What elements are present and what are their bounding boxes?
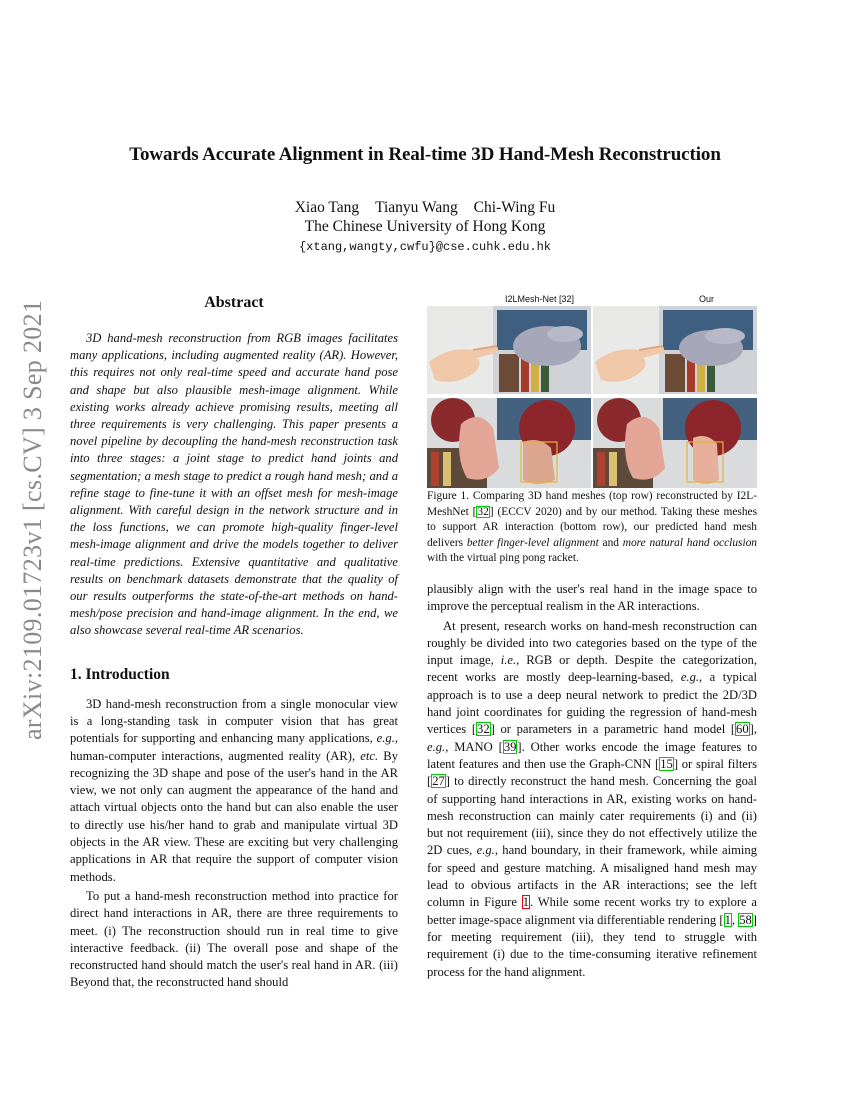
author-name: Tianyu Wang <box>375 199 458 216</box>
intro-paragraph-4: At present, research works on hand-mesh reconstruction can roughly be divided into two categories based on the type of the input image, i.e., RGB or depth. Despite the categorization, recent works are mostly deep-learning-based, e.g., a typical approach is to use a deep neural network to predict the 2D/3D hand joint coordinates for guiding the regression of hand-mesh vertices [32] or parameters in a parametric hand model [60], e.g., MANO [39]. Other works encode the image features to latent features and then use the Graph-CNN [15] or spiral filters [27] to directly reconstruct the hand mesh. Concerning the goal of supporting hand interactions in AR, existing works on hand-mesh reconstruction can mainly cater requirements (i) and (ii) but not requirement (iii), since they do not effectively utilize the 2D cues, e.g., hand boundary, in their framework, while aiming for speed and gesture matching. A misaligned hand mesh may lead to obvious artifacts in the AR interactions; see the left column in Figure 1. While some recent works try to explore a better image-space alignment via differentiable rendering [1, 58] for meeting requirement (iii), they tend to struggle with requirement (i) due to the time-consuming iterative refinement process for the hand alignment. <box>427 618 757 979</box>
citation-link[interactable]: 32 <box>477 722 490 737</box>
left-column <box>70 294 398 994</box>
figure-panel-ours-ar <box>593 398 757 488</box>
citation-link[interactable]: 60 <box>736 722 749 737</box>
section-heading-introduction: 1. Introduction <box>70 665 170 683</box>
intro-paragraph-2: To put a hand-mesh reconstruction method into practice for direct hand interactions in AR, there are three requirements to meet. (i) The reconstruction should run in real time to give interactive feedback. (ii) The overall pose and shape of the reconstructed hand should match the user's real hand in AR. (iii) Beyond that, the reconstructed hand should <box>70 888 398 990</box>
citation-link[interactable]: 15 <box>660 756 673 771</box>
figure-label-baseline: I2LMesh-Net [32] <box>505 294 575 304</box>
author-name: Xiao Tang <box>294 199 360 216</box>
citation-link[interactable]: 32 <box>477 505 489 518</box>
right-column <box>427 294 757 983</box>
intro-paragraph-1: 3D hand-mesh reconstruction from a single monocular view is a long-standing task in computer vision that has great potentials for supporting and enhancing many applications, e.g., human-computer interactions, augmented reality (AR), etc. By recognizing the 3D shape and pose of the user's hand in the AR view, we not only can augment the appearance of the hand and attach virtual objects onto the hand but can also enable the user to directly use his/her hand to grab and manipulate virtual 3D objects in the AR view. These are exciting but very challenging applications in AR that require the support of computer vision methods. <box>70 696 398 884</box>
figure-panel-baseline-mesh <box>427 306 591 394</box>
abstract-text: 3D hand-mesh reconstruction from RGB images facilitates many applications, including augmented reality (AR). However, this requires not only real-time speed and accurate hand pose and shape but also plausible mesh-image alignment. While existing works already achieve promising results, meeting all three requirements is very challenging. This paper presents a novel pipeline by decoupling the hand-mesh reconstruction task into three stages: a joint stage to predict hand joints and segmentation; a mesh stage to predict a rough hand mesh; and a refine stage to fine-tune it with an offset mesh for mesh-image alignment. With careful design in the network structure and in the loss functions, we can promote high-quality finger-level mesh-image alignment and drive the models together to deliver real-time predictions. Extensive quantitative and qualitative results on benchmark datasets demonstrate that the quality of our results outperforms the state-of-the-art methods on hand-mesh/pose precision and hand-image alignment. In the end, we also showcase several real-time AR scenarios. <box>70 331 398 638</box>
abstract-heading: Abstract <box>204 294 264 311</box>
arxiv-stamp-text: arXiv:2109.01723v1 [cs.CV] 3 Sep 2021 <box>18 300 47 740</box>
citation-link[interactable]: 39 <box>503 739 517 754</box>
author-emails: {xtang,wangty,cwfu}@cse.cuhk.edu.hk <box>298 240 552 254</box>
intro-paragraph-3: plausibly align with the user's real hand in the image space to improve the perceptual realism in the AR interactions. <box>427 581 757 614</box>
figure-1 <box>427 294 757 489</box>
figure-label-ours: Our <box>699 294 715 304</box>
citation-link[interactable]: 27 <box>432 774 445 789</box>
figure-1-caption: Figure 1. Comparing 3D hand meshes (top row) reconstructed by I2L-MeshNet [32] (ECCV 2020) and by our method. Taking these meshes to support AR interaction (bottom row), our predicted hand mesh delivers better finger-level alignment and more natural hand occlusion with the virtual ping pong racket. <box>427 490 758 565</box>
author-name: Chi-Wing Fu <box>473 199 556 216</box>
affiliation: The Chinese University of Hong Kong <box>304 218 546 235</box>
figure-panel-ours-mesh <box>593 306 757 394</box>
arxiv-stamp <box>8 300 52 740</box>
figure-panel-baseline-ar <box>427 398 591 488</box>
author-list <box>0 199 850 217</box>
citation-link[interactable]: 1 <box>724 912 731 927</box>
paper-title: Towards Accurate Alignment in Real-time 3D Hand-Mesh Reconstruction <box>129 144 721 165</box>
figure-link[interactable]: 1 <box>522 895 530 910</box>
citation-link[interactable]: 58 <box>739 912 752 927</box>
